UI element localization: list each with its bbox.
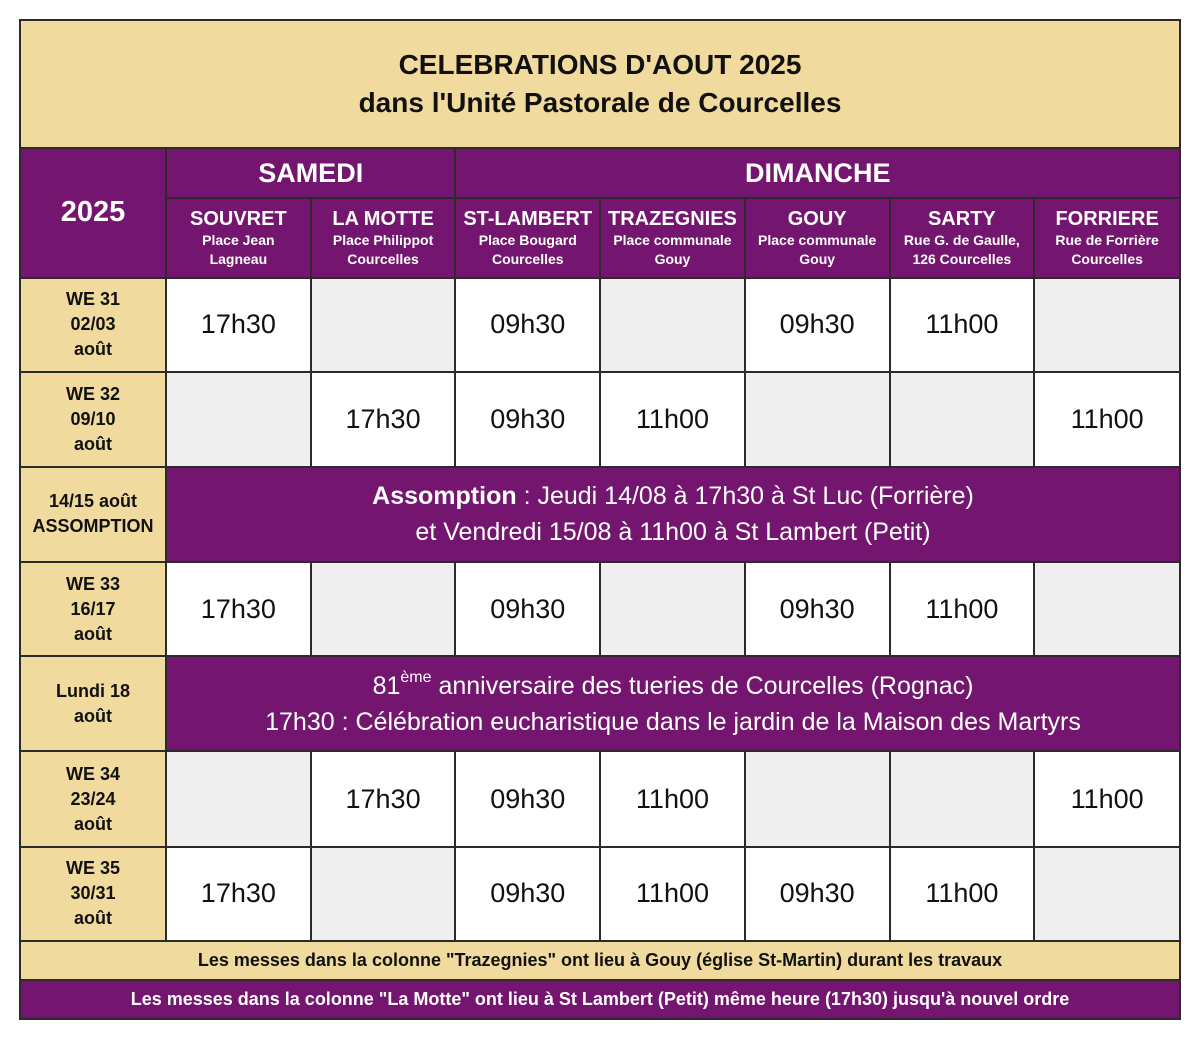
location-address-1: Place communale <box>613 231 732 248</box>
time-cell: 11h00 <box>890 278 1035 372</box>
banner-bold-text: Assomption <box>372 482 517 511</box>
time-cell: 09h30 <box>455 751 600 846</box>
location-header <box>455 198 600 277</box>
time-cell: 17h30 <box>166 562 311 656</box>
time-cell: 09h30 <box>745 562 890 656</box>
location-name: ST-LAMBERT <box>463 207 593 230</box>
week-label <box>21 562 166 656</box>
time-cell <box>166 372 311 467</box>
location-address-1: Place Jean <box>202 231 275 248</box>
time-cell: 09h30 <box>455 562 600 656</box>
time-cell: 11h00 <box>890 847 1035 941</box>
location-header <box>745 198 890 277</box>
location-name: GOUY <box>787 207 847 230</box>
week-label <box>21 372 166 467</box>
footer-note-trazegnies: Les messes dans la colonne "Trazegnies" ont lieu à Gouy (église St-Martin) durant les travaux <box>21 941 1179 980</box>
schedule-frame <box>19 19 1181 1020</box>
year-header: 2025 <box>21 148 166 277</box>
time-cell <box>1034 562 1179 656</box>
location-name: FORRIERE <box>1055 207 1159 230</box>
location-address-1: Place communale <box>758 231 877 248</box>
week-line-1: Lundi 18 <box>55 680 130 701</box>
week-line-1: WE 34 <box>65 763 121 784</box>
table-row <box>21 751 1179 846</box>
week-line-3: août <box>74 813 112 834</box>
week-line-1: WE 32 <box>65 383 121 404</box>
time-cell: 17h30 <box>311 372 456 467</box>
time-cell <box>311 278 456 372</box>
week-line-2: 16/17 <box>70 598 116 619</box>
location-header <box>166 198 311 277</box>
location-address-1: Rue de Forrière <box>1055 231 1159 248</box>
time-cell: 11h00 <box>600 751 745 846</box>
week-label <box>21 467 166 562</box>
time-cell: 11h00 <box>1034 751 1179 846</box>
time-cell <box>311 562 456 656</box>
time-cell: 09h30 <box>455 372 600 467</box>
week-line-2: ASSOMPTION <box>32 516 154 537</box>
table-row <box>21 656 1179 751</box>
title-line-2: dans l'Unité Pastorale de Courcelles <box>358 87 842 119</box>
location-header <box>1034 198 1179 277</box>
table-row <box>21 847 1179 941</box>
banner-line-2: et Vendredi 15/08 à 11h00 à St Lambert (Petit) <box>415 518 931 547</box>
location-address-2: Courcelles <box>347 250 419 267</box>
page-title <box>21 21 1179 148</box>
week-line-1: WE 35 <box>65 858 121 879</box>
title-line-1: CELEBRATIONS D'AOUT 2025 <box>398 49 802 81</box>
time-cell <box>600 278 745 372</box>
banner-superscript: ème <box>400 668 432 686</box>
location-address-2: Courcelles <box>491 250 564 267</box>
time-cell: 11h00 <box>600 847 745 941</box>
time-cell <box>890 751 1035 846</box>
time-cell: 09h30 <box>745 278 890 372</box>
time-cell <box>745 751 890 846</box>
location-address-2: Lagneau <box>209 250 268 267</box>
footer-note-la-motte: Les messes dans la colonne "La Motte" ont lieu à St Lambert (Petit) même heure (17h30) jusqu'à nouvel ordre <box>21 980 1179 1018</box>
table-row <box>21 372 1179 467</box>
location-address-2: Courcelles <box>1071 250 1143 267</box>
location-header <box>311 198 456 277</box>
location-address-2: 126 Courcelles <box>912 250 1012 267</box>
week-line-3: août <box>74 908 112 929</box>
location-name: TRAZEGNIES <box>608 207 737 230</box>
table-row <box>21 278 1179 372</box>
week-line-1: 14/15 août <box>48 491 138 512</box>
time-cell <box>600 562 745 656</box>
location-header <box>600 198 745 277</box>
time-cell <box>311 847 456 941</box>
dimanche-header: DIMANCHE <box>455 148 1179 198</box>
time-cell <box>1034 847 1179 941</box>
time-cell <box>166 751 311 846</box>
location-address-1: Place Philippot <box>332 231 434 248</box>
location-address-1: Place Bougard <box>478 231 577 248</box>
week-line-2: 02/03 <box>70 314 116 335</box>
banner-text: anniversaire des tueries de Courcelles (Rognac) <box>431 671 974 700</box>
time-cell <box>745 372 890 467</box>
week-line-2: août <box>74 705 112 726</box>
time-cell: 17h30 <box>166 847 311 941</box>
week-label <box>21 278 166 372</box>
week-line-3: août <box>74 433 112 454</box>
banner-line-1 <box>167 668 1179 704</box>
time-cell: 17h30 <box>311 751 456 846</box>
location-address-1: Rue G. de Gaulle, <box>903 231 1020 248</box>
banner-number: 81 <box>372 671 401 700</box>
week-label <box>21 847 166 941</box>
time-cell <box>1034 278 1179 372</box>
week-line-1: WE 33 <box>65 573 121 594</box>
time-cell: 09h30 <box>455 278 600 372</box>
week-line-1: WE 31 <box>65 289 121 310</box>
time-cell: 09h30 <box>455 847 600 941</box>
location-name: SARTY <box>927 207 996 230</box>
banner-line-2: 17h30 : Célébration eucharistique dans le jardin de la Maison des Martyrs <box>265 707 1081 736</box>
schedule-table <box>21 21 1179 1018</box>
location-name: LA MOTTE <box>332 207 434 230</box>
banner-text: : Jeudi 14/08 à 17h30 à St Luc (Forrière) <box>516 482 974 511</box>
location-name: SOUVRET <box>190 207 287 230</box>
anniversary-banner <box>166 656 1179 751</box>
week-line-3: août <box>74 623 112 644</box>
assomption-banner <box>166 467 1179 562</box>
location-address-2: Gouy <box>799 250 836 267</box>
week-line-3: août <box>74 339 112 360</box>
banner-line-1 <box>167 478 1179 514</box>
week-label <box>21 751 166 846</box>
week-line-2: 23/24 <box>70 788 116 809</box>
time-cell <box>890 372 1035 467</box>
time-cell: 11h00 <box>600 372 745 467</box>
time-cell: 17h30 <box>166 278 311 372</box>
location-header <box>890 198 1035 277</box>
time-cell: 11h00 <box>890 562 1035 656</box>
week-line-2: 09/10 <box>70 408 116 429</box>
samedi-header: SAMEDI <box>166 148 455 198</box>
time-cell: 11h00 <box>1034 372 1179 467</box>
location-address-2: Gouy <box>654 250 691 267</box>
time-cell: 09h30 <box>745 847 890 941</box>
table-row <box>21 562 1179 656</box>
week-line-2: 30/31 <box>70 883 116 904</box>
table-row <box>21 467 1179 562</box>
week-label <box>21 656 166 751</box>
